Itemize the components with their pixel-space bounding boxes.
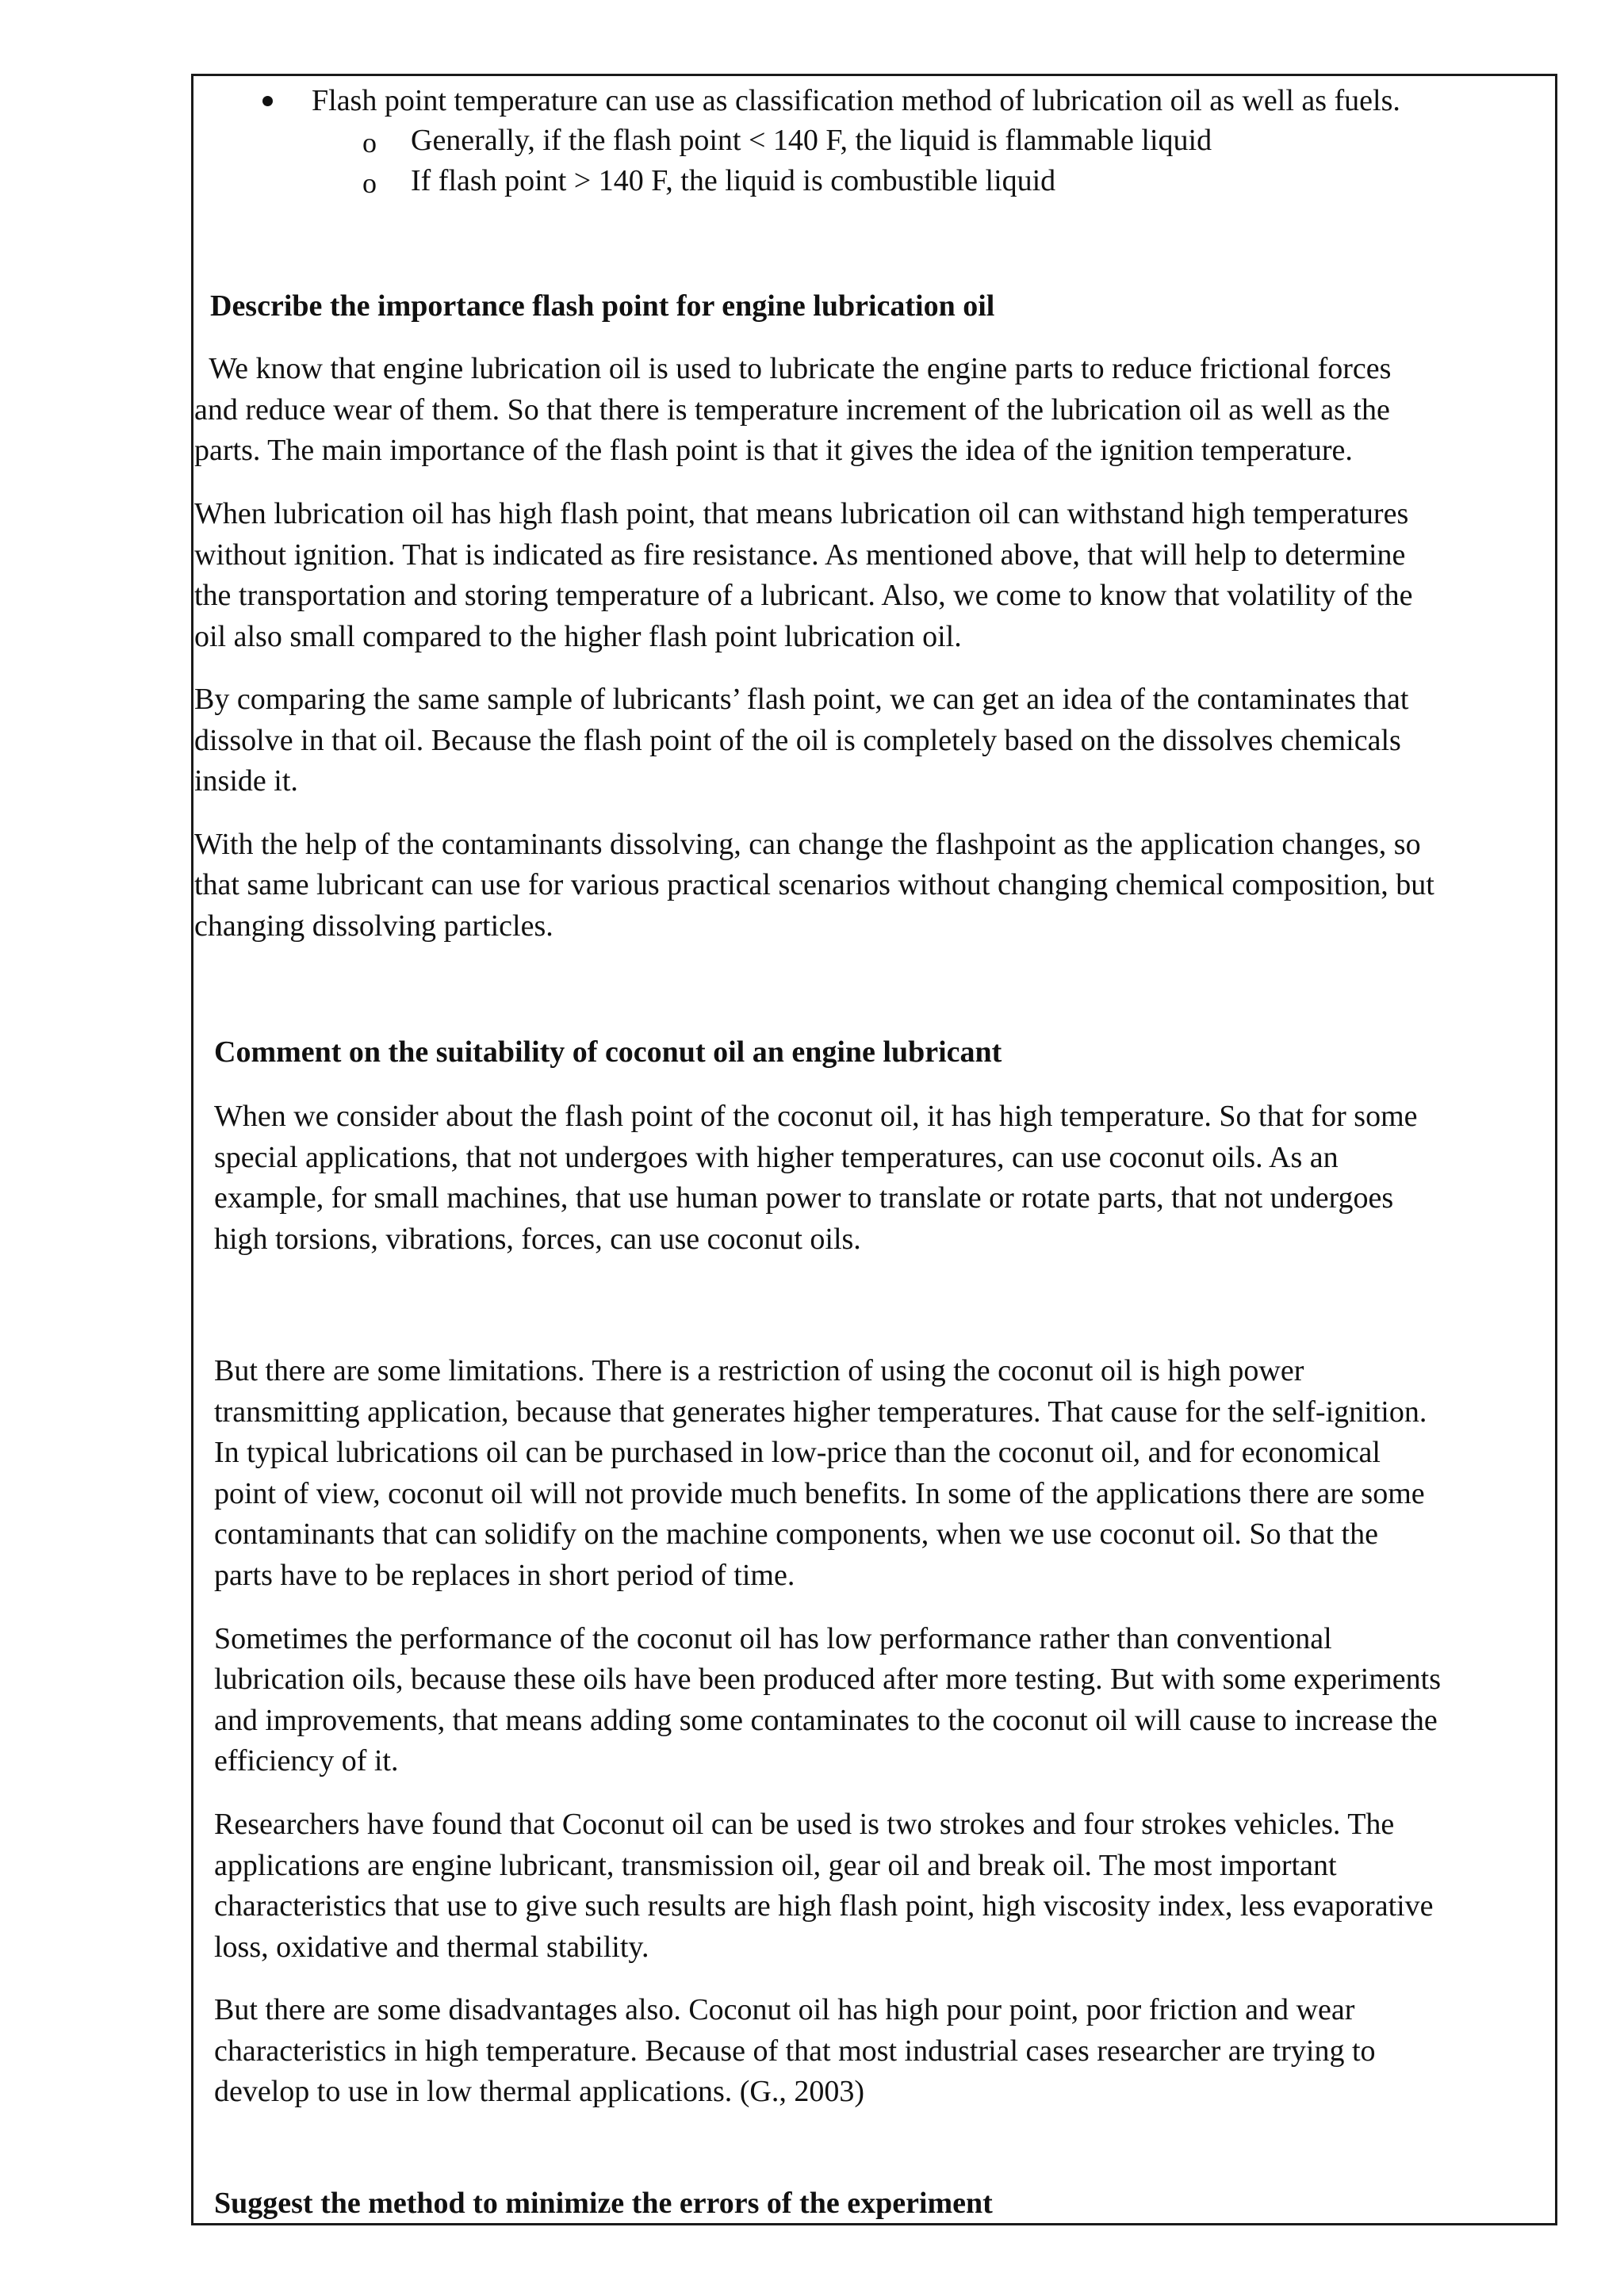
paragraph-line: inside it. bbox=[194, 764, 298, 798]
paragraph-line: By comparing the same sample of lubricants’ flash point, we can get an idea of the contaminates that bbox=[194, 683, 1409, 716]
paragraph-line: characteristics in high temperature. Because of that most industrial cases researcher are trying to bbox=[214, 2034, 1376, 2068]
paragraph-line: without ignition. That is indicated as fire resistance. As mentioned above, that will help to determine bbox=[194, 538, 1406, 572]
paragraph-line: high torsions, vibrations, forces, can use coconut oils. bbox=[214, 1223, 861, 1256]
paragraph-line: But there are some disadvantages also. Coconut oil has high pour point, poor friction and wear bbox=[214, 1993, 1355, 2026]
paragraph-line: In typical lubrications oil can be purchased in low-price than the coconut oil, and for economical bbox=[214, 1436, 1381, 1469]
paragraph-line: We know that engine lubrication oil is used to lubricate the engine parts to reduce frictional forces bbox=[194, 352, 1392, 385]
paragraph-line: loss, oxidative and thermal stability. bbox=[214, 1931, 649, 1964]
paragraph-line: changing dissolving particles. bbox=[194, 909, 553, 943]
paragraph-line: efficiency of it. bbox=[214, 1744, 399, 1777]
paragraph-line: point of view, coconut oil will not provide much benefits. In some of the applications there are some bbox=[214, 1477, 1425, 1510]
paragraph-line: lubrication oils, because these oils have been produced after more testing. But with some experiments bbox=[214, 1663, 1441, 1696]
paragraph-line: parts. The main importance of the flash point is that it gives the idea of the ignition temperature. bbox=[194, 434, 1353, 467]
paragraph-line: applications are engine lubricant, transmission oil, gear oil and break oil. The most important bbox=[214, 1849, 1337, 1882]
paragraph-line: dissolve in that oil. Because the flash point of the oil is completely based on the dissolves chemicals bbox=[194, 724, 1401, 757]
paragraph-line: the transportation and storing temperature of a lubricant. Also, we come to know that volatility of the bbox=[194, 579, 1413, 612]
paragraph-line: oil also small compared to the higher flash point lubrication oil. bbox=[194, 620, 962, 653]
paragraph-line: develop to use in low thermal applications. (G., 2003) bbox=[214, 2075, 864, 2108]
section-heading-flash-point: Describe the importance flash point for engine lubrication oil bbox=[210, 289, 995, 323]
bullet-sub-text-2: If flash point > 140 F, the liquid is combustible liquid bbox=[411, 164, 1056, 197]
paragraph-line: that same lubricant can use for various practical scenarios without changing chemical composition, but bbox=[194, 868, 1434, 901]
paragraph-line: and reduce wear of them. So that there is temperature increment of the lubrication oil as well as the bbox=[194, 393, 1390, 427]
paragraph-line: example, for small machines, that use human power to translate or rotate parts, that not undergoes bbox=[214, 1181, 1394, 1215]
paragraph-line: transmitting application, because that generates higher temperatures. That cause for the self-ignition. bbox=[214, 1395, 1427, 1429]
paragraph-line: With the help of the contaminants dissolving, can change the flashpoint as the application changes, so bbox=[194, 828, 1421, 861]
bullet-main-text: Flash point temperature can use as classification method of lubrication oil as well as fuels. bbox=[312, 84, 1400, 117]
paragraph-line: When we consider about the flash point of the coconut oil, it has high temperature. So that for some bbox=[214, 1100, 1418, 1133]
bullet-dot-icon bbox=[262, 96, 273, 106]
paragraph-line: parts have to be replaces in short period of time. bbox=[214, 1559, 795, 1592]
sub-bullet-marker-2: o bbox=[362, 167, 377, 199]
section-heading-coconut-oil: Comment on the suitability of coconut oil an engine lubricant bbox=[214, 1035, 1002, 1069]
bullet-sub-text-1: Generally, if the flash point < 140 F, the liquid is flammable liquid bbox=[411, 124, 1212, 157]
paragraph-line: special applications, that not undergoes with higher temperatures, can use coconut oils. As an bbox=[214, 1141, 1339, 1174]
paragraph-line: When lubrication oil has high flash point, that means lubrication oil can withstand high temperatures bbox=[194, 497, 1409, 530]
paragraph-line: and improvements, that means adding some contaminates to the coconut oil will cause to increase the bbox=[214, 1704, 1438, 1737]
paragraph-line: contaminants that can solidify on the machine components, when we use coconut oil. So that the bbox=[214, 1517, 1378, 1551]
section-heading-minimize-errors: Suggest the method to minimize the errors of the experiment bbox=[214, 2187, 993, 2220]
sub-bullet-marker-1: o bbox=[362, 127, 377, 159]
paragraph-line: Sometimes the performance of the coconut oil has low performance rather than conventional bbox=[214, 1622, 1332, 1655]
paragraph-line: Researchers have found that Coconut oil can be used is two strokes and four strokes vehicles. The bbox=[214, 1808, 1395, 1841]
paragraph-line: But there are some limitations. There is a restriction of using the coconut oil is high power bbox=[214, 1354, 1304, 1387]
paragraph-line: characteristics that use to give such results are high flash point, high viscosity index, less evaporative bbox=[214, 1889, 1434, 1923]
